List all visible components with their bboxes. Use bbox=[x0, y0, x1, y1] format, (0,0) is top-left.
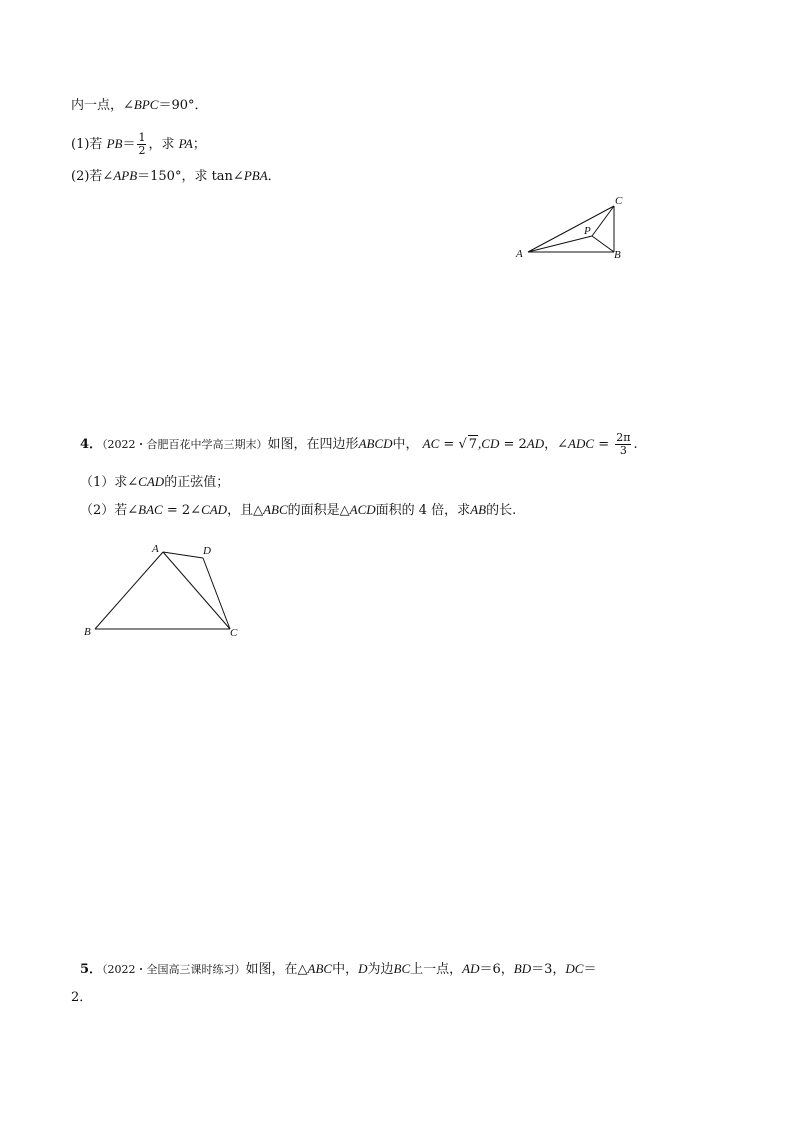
problem4-question-2: （2）若∠BAC = 2∠CAD，且△ABC的面积是△ACD面积的 4 倍，求AB的长. bbox=[80, 502, 517, 518]
label-c: C bbox=[230, 627, 238, 639]
segment-ac bbox=[528, 206, 614, 252]
problem3-figure bbox=[510, 190, 630, 265]
problem4-question-1: （1）求∠CAD的正弦值； bbox=[80, 474, 230, 490]
problem4-figure bbox=[80, 540, 250, 640]
label-b: B bbox=[84, 626, 91, 638]
label-b: B bbox=[614, 249, 621, 261]
problem5-statement: 5．（2022・全国高三课时练习）如图，在△ABC中，D为边BC上一点，AD＝6，BD＝3，DC＝ bbox=[80, 961, 597, 977]
fraction-one-half: $\frac{1}{2}$ bbox=[138, 131, 146, 157]
segment-ad bbox=[163, 552, 203, 558]
segment-ac bbox=[163, 552, 230, 629]
label-c: C bbox=[615, 195, 623, 207]
problem3-intro: 内一点，∠BPC＝90°． bbox=[71, 97, 208, 113]
segment-pc bbox=[592, 206, 614, 236]
fraction-two-pi-over-three: $\frac{2\pi}{3}$ bbox=[616, 431, 631, 457]
segment-dc bbox=[203, 558, 230, 629]
label-a: A bbox=[152, 543, 159, 555]
problem3-question-2: (2)若∠APB＝150°，求 tan∠PBA． bbox=[71, 168, 281, 184]
segment-ap bbox=[528, 236, 592, 252]
problem4-statement: 4．（2022・合肥百花中学高三期末）如图，在四边形ABCD中， AC = √ 7,CD = 2AD，∠ADC = $\frac{2\pi}{3}$ . bbox=[80, 431, 638, 457]
label-a: A bbox=[516, 248, 523, 260]
label-p: P bbox=[584, 225, 591, 237]
segment-ab bbox=[95, 552, 163, 629]
label-d: D bbox=[203, 545, 211, 557]
segment-pb bbox=[592, 236, 614, 252]
problem3-question-1: (1)若 PB＝ $\frac{1}{2}$ ，求 PA； bbox=[71, 131, 206, 157]
problem5-continuation: 2． bbox=[71, 990, 93, 1005]
